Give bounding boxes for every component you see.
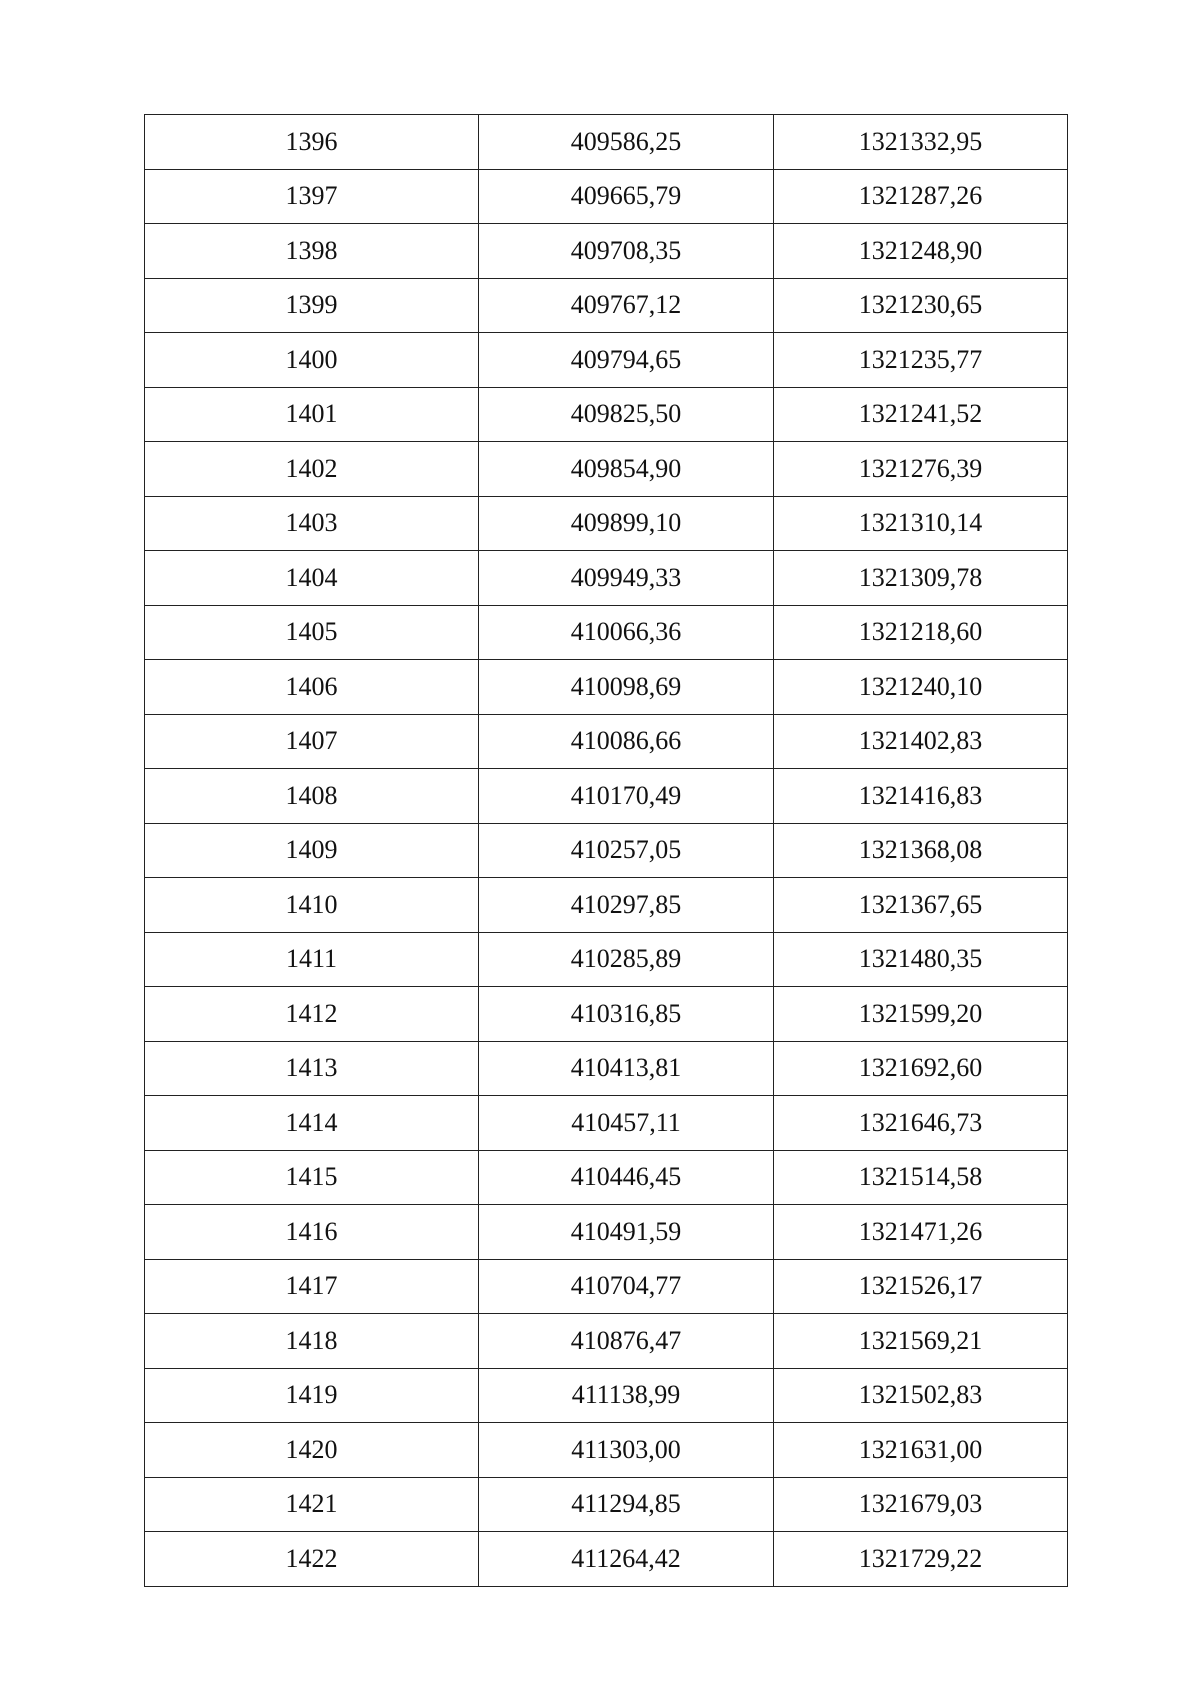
x-coordinate-cell: 411138,99 bbox=[479, 1368, 774, 1423]
x-coordinate-cell: 410086,66 bbox=[479, 714, 774, 769]
x-coordinate-cell: 409825,50 bbox=[479, 387, 774, 442]
y-coordinate-cell: 1321368,08 bbox=[774, 823, 1068, 878]
point-number-cell: 1407 bbox=[145, 714, 479, 769]
y-coordinate-cell: 1321235,77 bbox=[774, 333, 1068, 388]
point-number-cell: 1416 bbox=[145, 1205, 479, 1260]
point-number-cell: 1413 bbox=[145, 1041, 479, 1096]
point-number-cell: 1422 bbox=[145, 1532, 479, 1587]
x-coordinate-cell: 409949,33 bbox=[479, 551, 774, 606]
y-coordinate-cell: 1321276,39 bbox=[774, 442, 1068, 497]
table-row bbox=[145, 605, 1068, 660]
table-row bbox=[145, 278, 1068, 333]
point-number-cell: 1400 bbox=[145, 333, 479, 388]
x-coordinate-cell: 410876,47 bbox=[479, 1314, 774, 1369]
point-number-cell: 1420 bbox=[145, 1423, 479, 1478]
point-number-cell: 1421 bbox=[145, 1477, 479, 1532]
table-row bbox=[145, 224, 1068, 279]
y-coordinate-cell: 1321218,60 bbox=[774, 605, 1068, 660]
point-number-cell: 1415 bbox=[145, 1150, 479, 1205]
table-row bbox=[145, 1423, 1068, 1478]
x-coordinate-cell: 410457,11 bbox=[479, 1096, 774, 1151]
table-row bbox=[145, 1259, 1068, 1314]
y-coordinate-cell: 1321646,73 bbox=[774, 1096, 1068, 1151]
y-coordinate-cell: 1321309,78 bbox=[774, 551, 1068, 606]
point-number-cell: 1397 bbox=[145, 169, 479, 224]
point-number-cell: 1419 bbox=[145, 1368, 479, 1423]
x-coordinate-cell: 409586,25 bbox=[479, 115, 774, 170]
table-row bbox=[145, 442, 1068, 497]
table-row bbox=[145, 1314, 1068, 1369]
x-coordinate-cell: 410257,05 bbox=[479, 823, 774, 878]
x-coordinate-cell: 410098,69 bbox=[479, 660, 774, 715]
point-number-cell: 1418 bbox=[145, 1314, 479, 1369]
x-coordinate-cell: 410316,85 bbox=[479, 987, 774, 1042]
y-coordinate-cell: 1321287,26 bbox=[774, 169, 1068, 224]
table-row bbox=[145, 333, 1068, 388]
x-coordinate-cell: 410704,77 bbox=[479, 1259, 774, 1314]
point-number-cell: 1417 bbox=[145, 1259, 479, 1314]
x-coordinate-cell: 411264,42 bbox=[479, 1532, 774, 1587]
x-coordinate-cell: 409854,90 bbox=[479, 442, 774, 497]
x-coordinate-cell: 409708,35 bbox=[479, 224, 774, 279]
x-coordinate-cell: 410491,59 bbox=[479, 1205, 774, 1260]
point-number-cell: 1398 bbox=[145, 224, 479, 279]
point-number-cell: 1412 bbox=[145, 987, 479, 1042]
table-row bbox=[145, 932, 1068, 987]
y-coordinate-cell: 1321310,14 bbox=[774, 496, 1068, 551]
y-coordinate-cell: 1321240,10 bbox=[774, 660, 1068, 715]
table-row bbox=[145, 987, 1068, 1042]
y-coordinate-cell: 1321248,90 bbox=[774, 224, 1068, 279]
point-number-cell: 1414 bbox=[145, 1096, 479, 1151]
x-coordinate-cell: 410066,36 bbox=[479, 605, 774, 660]
point-number-cell: 1406 bbox=[145, 660, 479, 715]
table-row bbox=[145, 878, 1068, 933]
table-row bbox=[145, 1477, 1068, 1532]
y-coordinate-cell: 1321631,00 bbox=[774, 1423, 1068, 1478]
table-row bbox=[145, 169, 1068, 224]
table-row bbox=[145, 1368, 1068, 1423]
table-row bbox=[145, 1041, 1068, 1096]
y-coordinate-cell: 1321729,22 bbox=[774, 1532, 1068, 1587]
y-coordinate-cell: 1321230,65 bbox=[774, 278, 1068, 333]
x-coordinate-cell: 411294,85 bbox=[479, 1477, 774, 1532]
y-coordinate-cell: 1321526,17 bbox=[774, 1259, 1068, 1314]
y-coordinate-cell: 1321569,21 bbox=[774, 1314, 1068, 1369]
y-coordinate-cell: 1321692,60 bbox=[774, 1041, 1068, 1096]
x-coordinate-cell: 411303,00 bbox=[479, 1423, 774, 1478]
x-coordinate-cell: 410413,81 bbox=[479, 1041, 774, 1096]
y-coordinate-cell: 1321480,35 bbox=[774, 932, 1068, 987]
table-row bbox=[145, 387, 1068, 442]
table-row bbox=[145, 660, 1068, 715]
x-coordinate-cell: 410285,89 bbox=[479, 932, 774, 987]
coordinates-table-body bbox=[145, 115, 1068, 1587]
table-row bbox=[145, 714, 1068, 769]
y-coordinate-cell: 1321332,95 bbox=[774, 115, 1068, 170]
table-row bbox=[145, 551, 1068, 606]
y-coordinate-cell: 1321367,65 bbox=[774, 878, 1068, 933]
table-row bbox=[145, 769, 1068, 824]
table-row bbox=[145, 115, 1068, 170]
point-number-cell: 1409 bbox=[145, 823, 479, 878]
point-number-cell: 1405 bbox=[145, 605, 479, 660]
y-coordinate-cell: 1321402,83 bbox=[774, 714, 1068, 769]
coordinates-table bbox=[144, 114, 1068, 1587]
table-row bbox=[145, 496, 1068, 551]
table-row bbox=[145, 1205, 1068, 1260]
y-coordinate-cell: 1321241,52 bbox=[774, 387, 1068, 442]
table-row bbox=[145, 1532, 1068, 1587]
y-coordinate-cell: 1321679,03 bbox=[774, 1477, 1068, 1532]
point-number-cell: 1396 bbox=[145, 115, 479, 170]
point-number-cell: 1408 bbox=[145, 769, 479, 824]
y-coordinate-cell: 1321599,20 bbox=[774, 987, 1068, 1042]
x-coordinate-cell: 410297,85 bbox=[479, 878, 774, 933]
point-number-cell: 1411 bbox=[145, 932, 479, 987]
point-number-cell: 1404 bbox=[145, 551, 479, 606]
y-coordinate-cell: 1321502,83 bbox=[774, 1368, 1068, 1423]
x-coordinate-cell: 409899,10 bbox=[479, 496, 774, 551]
x-coordinate-cell: 410170,49 bbox=[479, 769, 774, 824]
x-coordinate-cell: 409794,65 bbox=[479, 333, 774, 388]
table-row bbox=[145, 1150, 1068, 1205]
y-coordinate-cell: 1321416,83 bbox=[774, 769, 1068, 824]
point-number-cell: 1410 bbox=[145, 878, 479, 933]
point-number-cell: 1402 bbox=[145, 442, 479, 497]
y-coordinate-cell: 1321514,58 bbox=[774, 1150, 1068, 1205]
y-coordinate-cell: 1321471,26 bbox=[774, 1205, 1068, 1260]
x-coordinate-cell: 409665,79 bbox=[479, 169, 774, 224]
table-row bbox=[145, 823, 1068, 878]
point-number-cell: 1399 bbox=[145, 278, 479, 333]
point-number-cell: 1403 bbox=[145, 496, 479, 551]
point-number-cell: 1401 bbox=[145, 387, 479, 442]
table-row bbox=[145, 1096, 1068, 1151]
x-coordinate-cell: 410446,45 bbox=[479, 1150, 774, 1205]
x-coordinate-cell: 409767,12 bbox=[479, 278, 774, 333]
